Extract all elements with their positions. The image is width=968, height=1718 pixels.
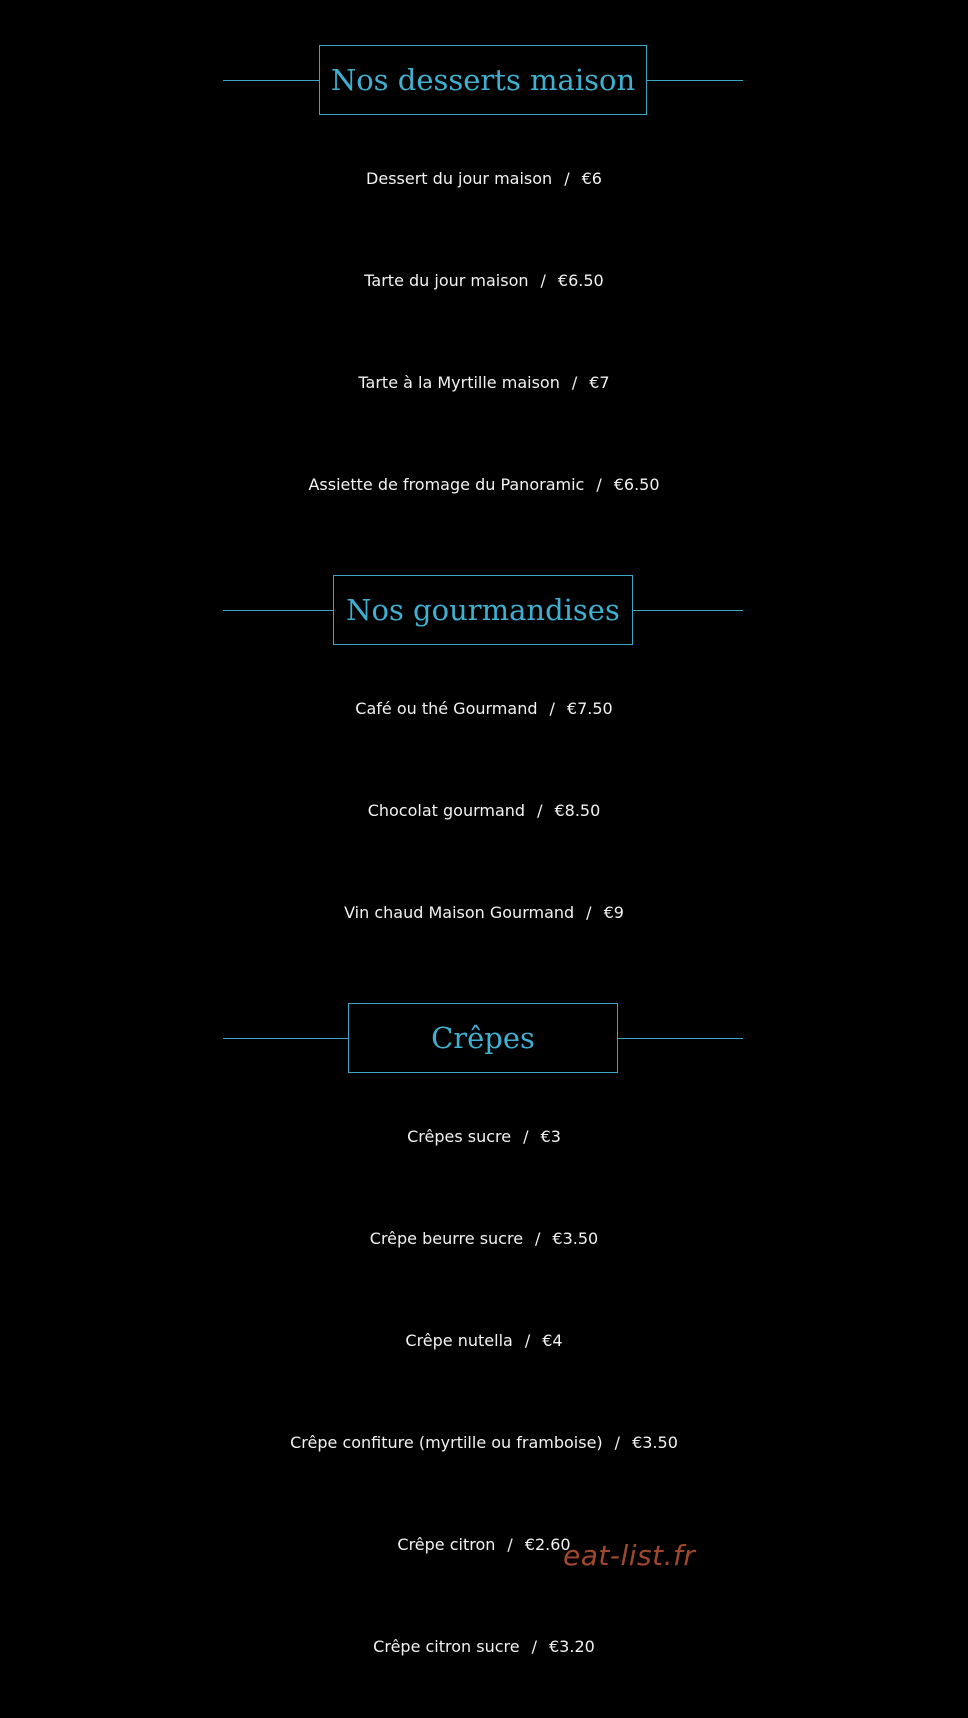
item-price: €3.20 — [549, 1637, 595, 1656]
item-name: Tarte à la Myrtille maison — [358, 373, 560, 392]
menu-item — [0, 1432, 968, 1454]
item-name: Chocolat gourmand — [367, 801, 526, 820]
item-name: Vin chaud Maison Gourmand — [344, 903, 575, 922]
item-separator: / — [564, 169, 570, 188]
menu-item — [0, 902, 968, 924]
menu-item — [0, 1228, 968, 1250]
section-header-crepes — [223, 1003, 743, 1073]
item-name: Crêpe citron sucre — [373, 1637, 520, 1656]
watermark: eat-list.fr — [563, 1539, 696, 1572]
item-name: Crêpe beurre sucre — [369, 1229, 524, 1248]
item-separator: / — [571, 373, 578, 392]
menu-item — [0, 1330, 968, 1352]
section-header-desserts — [223, 45, 743, 115]
item-separator: / — [614, 1433, 621, 1452]
item-price: €6.50 — [613, 475, 660, 494]
item-separator: / — [586, 903, 592, 922]
item-price: €9 — [603, 903, 624, 922]
item-name: Crêpe confiture (myrtille ou framboise) — [290, 1433, 603, 1452]
item-name: Crêpe citron — [397, 1535, 496, 1554]
item-name: Crêpes sucre — [407, 1127, 512, 1146]
item-separator: / — [507, 1535, 513, 1554]
item-separator: / — [524, 1331, 531, 1350]
item-name: Dessert du jour maison — [366, 169, 553, 188]
item-price: €7 — [589, 373, 610, 392]
menu-item — [0, 168, 968, 190]
item-name: Crêpe nutella — [405, 1331, 513, 1350]
section-title: Nos desserts maison — [319, 45, 647, 115]
item-price: €4 — [542, 1331, 563, 1350]
section-title: Crêpes — [348, 1003, 618, 1073]
item-separator: / — [596, 475, 602, 494]
item-price: €3.50 — [552, 1229, 599, 1248]
item-separator: / — [535, 1229, 541, 1248]
item-separator: / — [523, 1127, 529, 1146]
item-price: €3.50 — [632, 1433, 678, 1452]
item-price: €8.50 — [554, 801, 601, 820]
section-title: Nos gourmandises — [333, 575, 633, 645]
menu-item — [0, 474, 968, 496]
menu-item — [0, 270, 968, 292]
menu-item — [0, 800, 968, 822]
item-price: €7.50 — [566, 699, 613, 718]
item-price: €6.50 — [557, 271, 604, 290]
menu-item — [0, 372, 968, 394]
section-header-gourmandises — [223, 575, 743, 645]
menu-item — [0, 1636, 968, 1658]
item-separator: / — [537, 801, 543, 820]
item-price: €6 — [581, 169, 602, 188]
menu-item — [0, 1126, 968, 1148]
item-name: Assiette de fromage du Panoramic — [308, 475, 585, 494]
item-price: €2.60 — [524, 1535, 571, 1554]
item-name: Café ou thé Gourmand — [355, 699, 538, 718]
item-separator: / — [540, 271, 546, 290]
item-name: Tarte du jour maison — [364, 271, 529, 290]
menu-item — [0, 698, 968, 720]
item-separator: / — [549, 699, 555, 718]
item-separator: / — [531, 1637, 537, 1656]
menu-item — [0, 1534, 968, 1556]
item-price: €3 — [540, 1127, 561, 1146]
